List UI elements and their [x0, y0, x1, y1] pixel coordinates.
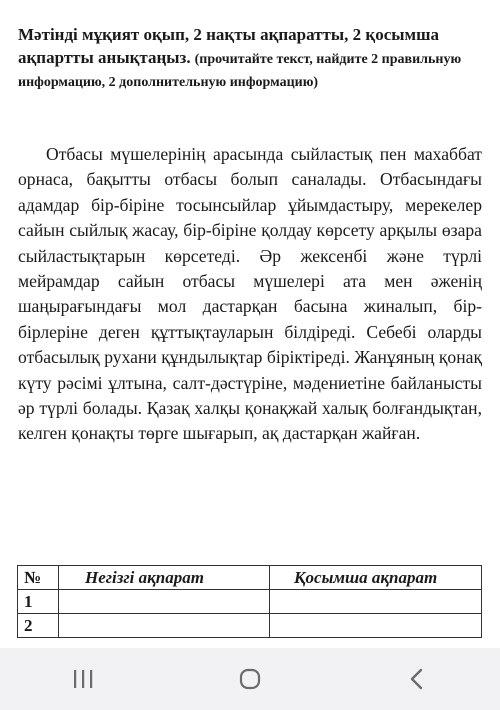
row-number: 2: [18, 614, 59, 638]
answer-table: [17, 565, 482, 638]
table-row: [18, 614, 482, 638]
main-info-cell[interactable]: [59, 590, 270, 614]
table-row: [18, 590, 482, 614]
extra-info-cell[interactable]: [270, 590, 482, 614]
back-icon: [406, 666, 428, 692]
reading-passage: Отбасы мүшелерінің арасында сыйластық пен махаббат орнаса, бақытты отбасы болып саналады. Отбасындағы адамдар бір-біріне тосынсыйлар ұйымдастыру, мерекелер сайын сыйлық жасау, бір-біріне қолдау көрсету арқылы өзара сыйластықтарын көрсетеді. Әр жексенбі және түрлі мейрамдар сайын отбасы мүшелері ата мен әженің шаңырағындағы мол дастарқан басына жиналып, бір-бірлеріне деген құттықтауларын білдіреді. Себебі оларды отбасылық рухани құндылықтар біріктіреді. Жанұяның қонақ күту рәсімі ұлтына, салт-дәстүріне, мәдениетіне байланысты әр түрлі болады. Қазақ халқы қонақжай халық болғандықтан, келген қонақты төрге шығарып, ақ дастарқан жайған.: [18, 144, 482, 444]
home-icon: [237, 666, 263, 692]
table-header-row: [18, 566, 482, 590]
instruction-russian: (прочитайте текст, найдите 2 правильную информацию, 2 дополнительную информацию): [18, 52, 462, 90]
back-button[interactable]: [387, 659, 447, 699]
instruction-kazakh: Мәтінді мұқият оқып, 2 нақты ақпаратты, 2 қосымша ақпартты анықтаңыз.: [18, 25, 439, 67]
home-button[interactable]: [220, 659, 280, 699]
header-number: №: [18, 566, 59, 590]
task-instruction: [18, 24, 484, 94]
header-extra-info: Қосымша ақпарат: [270, 566, 482, 590]
recent-apps-button[interactable]: [53, 659, 113, 699]
extra-info-cell[interactable]: [270, 614, 482, 638]
header-main-info: Негізгі ақпарат: [59, 566, 270, 590]
row-number: 1: [18, 590, 59, 614]
recent-apps-icon: [70, 668, 96, 690]
android-navigation-bar: [0, 648, 500, 710]
main-info-cell[interactable]: [59, 614, 270, 638]
